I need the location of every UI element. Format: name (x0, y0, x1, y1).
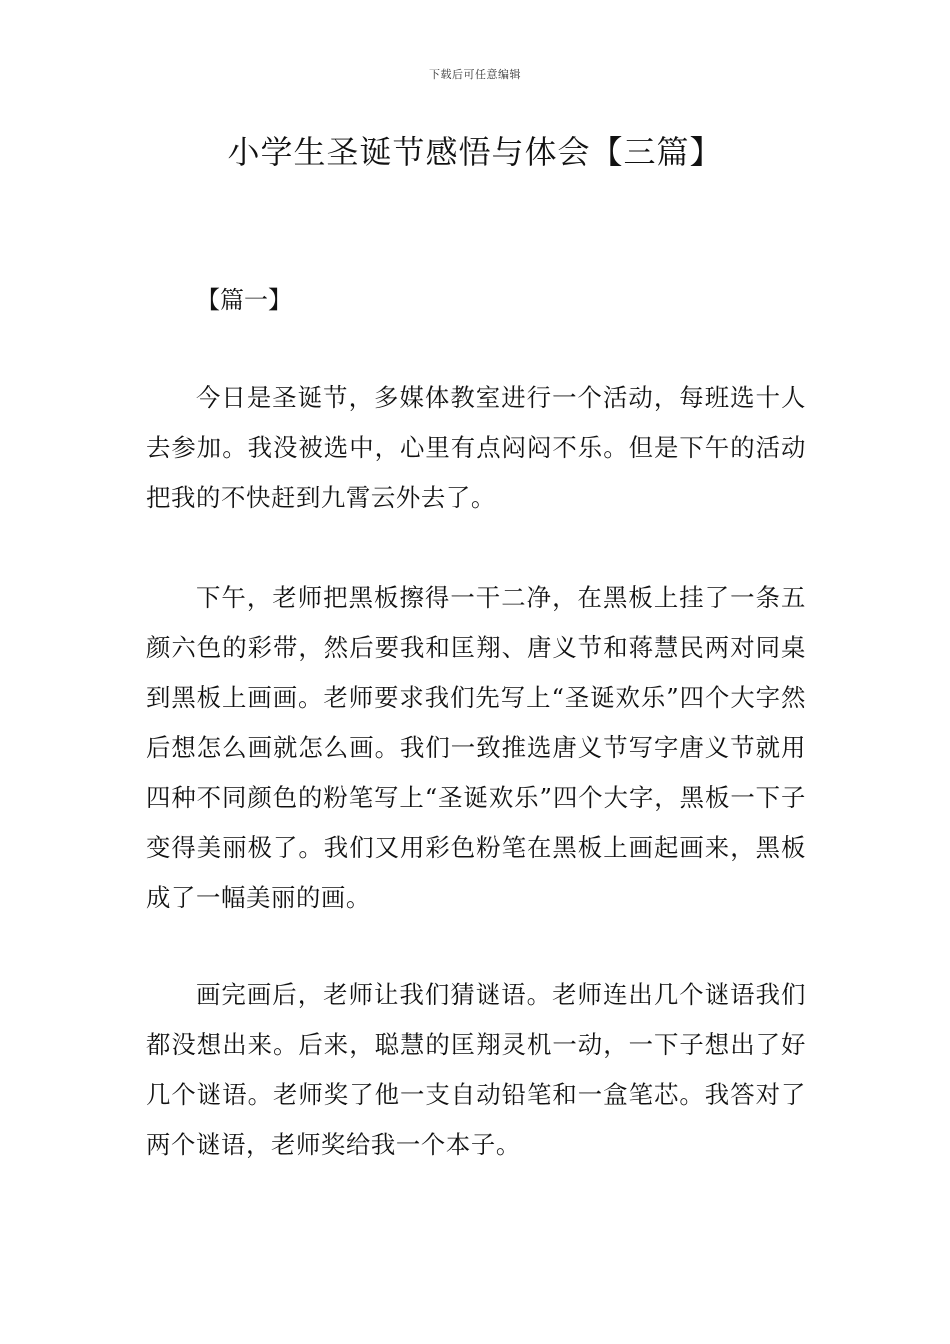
header-note: 下载后可任意编辑 (429, 68, 521, 81)
paragraph-3: 画完画后，老师让我们猜谜语。老师连出几个谜语我们都没想出来。后来，聪慧的匡翔灵机一动，一下子想出了好几个谜语。老师奖了他一支自动铅笔和一盒笔芯。我答对了两个谜语，老师奖给我一个本子。 (146, 980, 806, 1159)
section-heading: 【篇一】 (196, 286, 292, 314)
paragraph-2: 下午，老师把黑板擦得一干二净，在黑板上挂了一条五颜六色的彩带，然后要我和匡翔、唐义节和蒋慧民两对同桌到黑板上画画。老师要求我们先写上“圣诞欢乐”四个大字然后想怎么画就怎么画。我们一致推选唐义节写字唐义节就用四种不同颜色的粉笔写上“圣诞欢乐”四个大字，黑板一下子变得美丽极了。我们又用彩色粉笔在黑板上画起画来，黑板成了一幅美丽的画。 (146, 583, 806, 912)
paragraph-1: 今日是圣诞节，多媒体教室进行一个活动，每班选十人去参加。我没被选中，心里有点闷闷不乐。但是下午的活动把我的不快赶到九霄云外去了。 (146, 383, 806, 512)
document-title: 小学生圣诞节感悟与体会【三篇】 (227, 133, 723, 171)
